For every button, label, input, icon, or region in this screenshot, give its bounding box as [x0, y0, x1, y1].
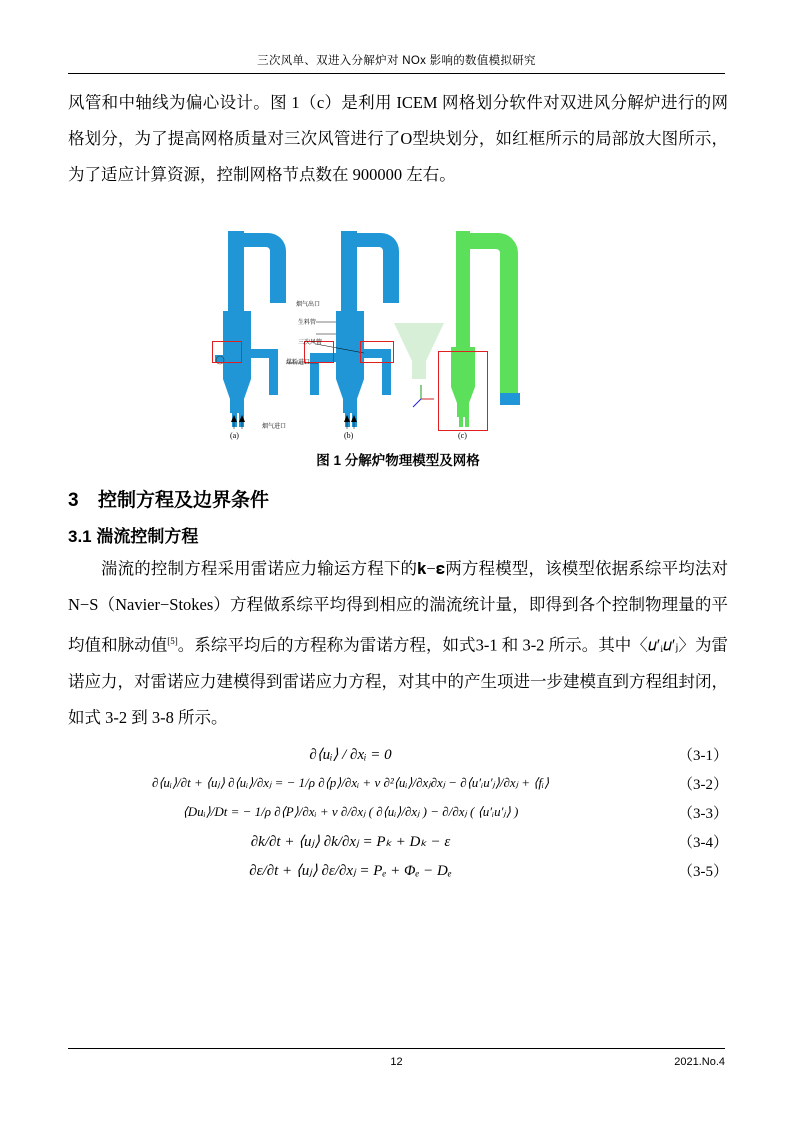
running-title: 三次风单、双进入分解炉对 NOx 影响的数值模拟研究: [257, 55, 536, 67]
equation-number-3-4: （3-4）: [678, 834, 728, 851]
figure-block: [68, 203, 728, 469]
arrowheads: [231, 415, 357, 422]
highlight-box-b2: [360, 341, 394, 363]
equation-number-3-3: （3-3）: [678, 805, 728, 822]
footer-divider: [68, 1048, 725, 1049]
section-title-3-1: 湍流控制方程: [96, 527, 199, 546]
citation-marker: [5]: [167, 636, 178, 646]
subfigure-label-c: (c): [458, 431, 467, 440]
equation-row-3-2: [68, 773, 728, 794]
figure-caption: 图 1 分解炉物理模型及网格: [316, 453, 480, 468]
model-b-blue: [310, 231, 399, 427]
section-heading-3: [68, 485, 728, 512]
highlight-box-c: [438, 351, 488, 431]
section-heading-3-1: [68, 522, 728, 547]
issue-label: 2021.No.4: [674, 1056, 725, 1068]
paragraph-turbulence-part2: 。系综平均后的方程称为雷诺方程，如式3-1 和 3-2 所示。其中〈𝑢′ᵢ𝑢′ⱼ〉为雷诺应力，对雷诺应力建模得到雷诺应力方程，对其中的产生项进一步建模直到方程组封闭，如式 3-2 到 3-8 所示。: [68, 635, 729, 727]
equation-number-3-2: （3-2）: [678, 776, 728, 793]
equation-3-1: ∂⟨uᵢ⟩ / ∂xᵢ = 0: [309, 746, 392, 763]
section-title-3: 控制方程及边界条件: [98, 490, 270, 511]
paragraph-continuation: 风管和中轴线为偏心设计。图 1（c）是利用 ICEM 网格划分软件对双进风分解炉进行的网格划分，为了提高网格质量对三次风管进行了O型块划分，如红框所示的局部放大图所示，为了适应计算资源，控制网格节点数在 900000 左右。: [68, 93, 728, 184]
equation-number-3-1: （3-1）: [678, 747, 728, 764]
page-content: [68, 85, 728, 889]
equation-row-3-5: [68, 860, 728, 881]
label-flue-gas-outlet: 烟气出口: [296, 302, 321, 308]
label-tertiary-air-pipe: 三次风管: [298, 340, 323, 346]
header-divider: [68, 73, 725, 74]
equation-row-3-3: [68, 802, 728, 823]
axis-triad: [413, 385, 434, 407]
equation-row-3-1: [68, 744, 728, 765]
page-number: 12: [390, 1056, 403, 1068]
page-header: [68, 52, 725, 74]
equation-3-5: ∂ε/∂t + ⟨uⱼ⟩ ∂ε/∂xⱼ = Pₑ + Φₑ − Dₑ: [249, 862, 452, 879]
label-flue-gas-inlet: 烟气进口: [262, 424, 287, 430]
equation-3-4: ∂k/∂t + ⟨uⱼ⟩ ∂k/∂xⱼ = Pₖ + Dₖ − ε: [250, 833, 451, 850]
label-coal-inlet: 煤粉进口: [286, 360, 311, 366]
furnace-model-figure: [168, 203, 628, 443]
equation-3-2: ∂⟨uᵢ⟩/∂t + ⟨uⱼ⟩ ∂⟨uᵢ⟩/∂xⱼ = − 1/ρ ∂⟨p⟩/∂xᵢ + ν ∂²⟨uᵢ⟩/∂xⱼ∂xⱼ − ∂⟨u′ᵢu′ⱼ⟩/∂xⱼ + ⟨fᵢ⟩: [151, 775, 550, 790]
equation-3-3: ⟨Duᵢ⟩/Dt = − 1/ρ ∂⟨P⟩/∂xᵢ + ν ∂/∂xⱼ ( ∂⟨uᵢ⟩/∂xⱼ ) − ∂/∂xⱼ ( ⟨u′ᵢu′ⱼ⟩ ): [182, 804, 519, 819]
equation-row-3-4: [68, 831, 728, 852]
label-raw-meal-pipe: 生料管: [298, 320, 317, 326]
equation-number-3-5: （3-5）: [678, 863, 728, 880]
paragraph-turbulence: [68, 551, 728, 736]
section-number-3-1: 3.1: [68, 527, 92, 546]
paragraph-turbulence-part1: 湍流的控制方程采用雷诺应力输运方程下的𝐤−𝛆两方程模型，该模型依据系综平均法对 N−S（Navier−Stokes）方程做系综平均得到相应的湍流统计量，即得到各个控制物理量的平均值和脉动值: [68, 559, 728, 655]
subfigure-label-a: (a): [230, 431, 239, 440]
section-number-3: 3: [68, 490, 79, 511]
page-footer: [68, 1056, 725, 1068]
model-a-blue: [215, 231, 286, 427]
furnace-diagram-svg: [168, 203, 628, 443]
highlight-box-a: [212, 341, 242, 363]
subfigure-label-b: (b): [344, 431, 354, 440]
